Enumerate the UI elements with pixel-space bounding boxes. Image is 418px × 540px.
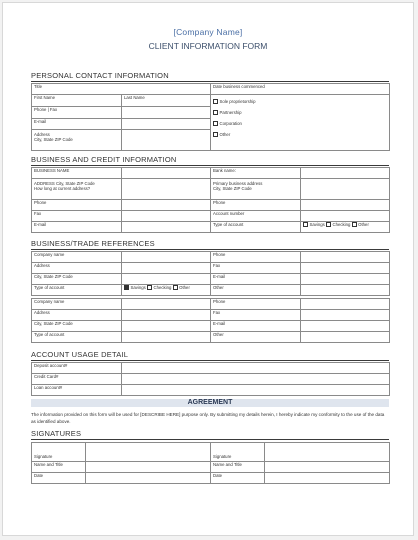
credit-card-value[interactable] xyxy=(122,374,390,385)
option-other[interactable] xyxy=(352,222,369,227)
last-name-label: Last Name xyxy=(124,95,145,100)
checkbox[interactable] xyxy=(213,110,218,115)
ref1-other-field[interactable] xyxy=(211,285,301,296)
checkbox-checked[interactable] xyxy=(124,285,129,290)
option-savings[interactable] xyxy=(124,285,146,290)
company-name: [Company Name] xyxy=(173,27,243,37)
ref1-phone-value[interactable] xyxy=(301,252,390,263)
option-label: Other xyxy=(219,132,231,137)
option-label: Other xyxy=(179,285,190,290)
city-label: City, State ZIP Code xyxy=(34,274,73,279)
agreement-heading: AGREEMENT xyxy=(31,399,389,407)
form-title: CLIENT INFORMATION FORM xyxy=(148,41,268,51)
ref2-company-value[interactable] xyxy=(122,299,211,310)
section-references-heading: BUSINESS/TRADE REFERENCES xyxy=(31,239,155,248)
phone-label: Phone xyxy=(213,252,226,257)
agreement-text: The information provided on this form will be used for [DESCRIBE HERE] purpose only. By submitting my details herein, I hereby indicate my conformity to the use of the data as identified above. xyxy=(31,412,385,424)
address-label: Address xyxy=(34,263,50,268)
deposit-account-value[interactable] xyxy=(122,363,390,374)
how-long-label: How long at current address? xyxy=(34,186,91,191)
email-label: E-mail xyxy=(34,119,47,124)
date-value-left[interactable] xyxy=(86,473,211,484)
other-label: Other xyxy=(213,285,224,290)
bank-name-label: Bank name: xyxy=(213,168,236,173)
phone-label: Phone xyxy=(34,200,47,205)
business-name-field[interactable] xyxy=(32,168,122,179)
option-savings[interactable] xyxy=(303,222,325,227)
section-rule xyxy=(31,249,389,250)
section-usage-heading: ACCOUNT USAGE DETAIL xyxy=(31,350,129,359)
business-type-options xyxy=(211,95,390,151)
checkbox[interactable] xyxy=(303,222,308,227)
address-label: Address xyxy=(34,132,50,137)
date-commenced-field[interactable] xyxy=(211,84,390,95)
bank-phone-value[interactable] xyxy=(301,200,390,211)
ref2-fax-value[interactable] xyxy=(301,310,390,321)
primary-city-label: City, State ZIP Code xyxy=(213,186,252,191)
company-name-label: Company name xyxy=(34,299,65,304)
ref2-type-value[interactable] xyxy=(122,332,211,343)
ref2-fax-field[interactable] xyxy=(211,310,301,321)
section-rule xyxy=(31,439,389,440)
ref2-address-value[interactable] xyxy=(122,310,211,321)
title-label: Title xyxy=(34,84,42,89)
ref1-city-value[interactable] xyxy=(122,274,211,285)
section-rule xyxy=(31,81,389,82)
account-type-options xyxy=(301,222,390,233)
ref1-company-field[interactable] xyxy=(32,252,122,263)
name-title-label: Name and Title xyxy=(213,462,242,467)
credit-card-label: Credit Card# xyxy=(34,374,59,379)
business-phone-field[interactable] xyxy=(32,200,122,211)
references-table xyxy=(31,251,390,343)
ref2-city-value[interactable] xyxy=(122,321,211,332)
ref1-fax-value[interactable] xyxy=(301,263,390,274)
signature-field-right[interactable] xyxy=(211,443,265,462)
deposit-account-label: Deposit account# xyxy=(34,363,68,368)
business-fax-value[interactable] xyxy=(122,211,211,222)
first-name-field[interactable] xyxy=(32,95,122,107)
email-label: E-mail xyxy=(34,222,47,227)
bank-name-field[interactable] xyxy=(211,168,301,179)
form-page xyxy=(2,2,414,536)
option-corporation[interactable] xyxy=(213,118,387,129)
phone-fax-label: Phone | Fax xyxy=(34,107,58,112)
date-field-left[interactable] xyxy=(32,473,86,484)
signature-field-left[interactable] xyxy=(32,443,86,462)
title-field[interactable] xyxy=(32,84,211,95)
type-of-account-label: Type of account xyxy=(213,222,244,227)
phone-fax-value[interactable] xyxy=(122,107,211,119)
option-other[interactable] xyxy=(213,129,387,140)
ref1-fax-field[interactable] xyxy=(211,263,301,274)
option-label: Savings xyxy=(309,222,325,227)
email-value[interactable] xyxy=(122,119,211,130)
company-name-label: Company name xyxy=(34,252,65,257)
ref2-address-field[interactable] xyxy=(32,310,122,321)
address-label: Address xyxy=(34,310,50,315)
option-label: Sole proprietorship xyxy=(219,99,256,104)
option-label: Checking xyxy=(332,222,351,227)
section-rule xyxy=(31,165,389,166)
email-label: E-mail xyxy=(213,274,226,279)
ref2-other-field[interactable] xyxy=(211,332,301,343)
ref2-city-field[interactable] xyxy=(32,321,122,332)
checkbox[interactable] xyxy=(173,285,178,290)
city-label: City, State ZIP Code xyxy=(34,321,73,326)
primary-address-value[interactable] xyxy=(301,179,390,200)
ref2-email-field[interactable] xyxy=(211,321,301,332)
ref2-phone-field[interactable] xyxy=(211,299,301,310)
email-label: E-mail xyxy=(213,321,226,326)
type-of-account-label: Type of account xyxy=(34,285,65,290)
fax-label: Fax xyxy=(213,310,221,315)
option-partnership[interactable] xyxy=(213,107,387,118)
first-name-label: First Name xyxy=(34,95,56,100)
email-field[interactable] xyxy=(32,119,122,130)
ref1-type-field[interactable] xyxy=(32,285,122,296)
ref2-phone-value[interactable] xyxy=(301,299,390,310)
account-usage-table xyxy=(31,362,390,396)
business-name-value[interactable] xyxy=(122,168,211,179)
option-checking[interactable] xyxy=(147,285,171,290)
checkbox[interactable] xyxy=(213,132,218,137)
option-label: Savings xyxy=(130,285,146,290)
bank-phone-field[interactable] xyxy=(211,200,301,211)
business-address-value[interactable] xyxy=(122,179,211,200)
phone-fax-field[interactable] xyxy=(32,107,122,119)
signatures-table xyxy=(31,442,390,484)
name-title-value-left[interactable] xyxy=(86,462,211,473)
option-label: Partnership xyxy=(219,110,242,115)
ref1-other-value[interactable] xyxy=(301,285,390,296)
section-personal-heading: PERSONAL CONTACT INFORMATION xyxy=(31,71,169,80)
option-checking[interactable] xyxy=(326,222,350,227)
ref1-email-field[interactable] xyxy=(211,274,301,285)
checkbox[interactable] xyxy=(213,99,218,104)
account-number-field[interactable] xyxy=(211,211,301,222)
checkbox[interactable] xyxy=(147,285,152,290)
personal-contact-table xyxy=(31,83,390,151)
name-title-value-right[interactable] xyxy=(265,462,390,473)
ref2-email-value[interactable] xyxy=(301,321,390,332)
business-credit-table xyxy=(31,167,390,233)
address-city-label: ADDRESS City, State ZIP Code xyxy=(34,181,95,186)
last-name-field[interactable] xyxy=(122,95,211,107)
business-phone-value[interactable] xyxy=(122,200,211,211)
address-value[interactable] xyxy=(122,130,211,151)
checkbox[interactable] xyxy=(352,222,357,227)
date-field-right[interactable] xyxy=(211,473,265,484)
ref2-company-field[interactable] xyxy=(32,299,122,310)
ref1-city-field[interactable] xyxy=(32,274,122,285)
section-signatures-heading: SIGNATURES xyxy=(31,429,82,438)
section-business-heading: BUSINESS AND CREDIT INFORMATION xyxy=(31,155,177,164)
signature-value-left[interactable] xyxy=(86,443,211,462)
option-sole-proprietorship[interactable] xyxy=(213,96,387,107)
option-label: Other xyxy=(358,222,369,227)
credit-card-field[interactable] xyxy=(32,374,122,385)
business-name-label: BUSINESS NAME xyxy=(34,168,70,173)
primary-address-field[interactable] xyxy=(211,179,301,200)
date-label: Date xyxy=(213,473,223,478)
name-title-label: Name and Title xyxy=(34,462,63,467)
city-label: City, State ZIP Code xyxy=(34,137,73,142)
business-email-field[interactable] xyxy=(32,222,122,233)
ref1-email-value[interactable] xyxy=(301,274,390,285)
phone-label: Phone xyxy=(213,200,226,205)
signature-value-right[interactable] xyxy=(265,443,390,462)
ref1-company-value[interactable] xyxy=(122,252,211,263)
checkbox[interactable] xyxy=(213,121,218,126)
ref1-type-options xyxy=(122,285,211,296)
loan-account-label: Loan account# xyxy=(34,385,63,390)
loan-account-field[interactable] xyxy=(32,385,122,396)
fax-label: Fax xyxy=(213,263,221,268)
business-fax-field[interactable] xyxy=(32,211,122,222)
account-number-label: Account number xyxy=(213,211,245,216)
date-label: Date xyxy=(34,473,44,478)
option-label: Checking xyxy=(153,285,172,290)
deposit-account-field[interactable] xyxy=(32,363,122,374)
business-address-field[interactable] xyxy=(32,179,122,200)
business-email-value[interactable] xyxy=(122,222,211,233)
bank-name-value[interactable] xyxy=(301,168,390,179)
phone-label: Phone xyxy=(213,299,226,304)
address-field[interactable] xyxy=(32,130,122,151)
fax-label: Fax xyxy=(34,211,42,216)
account-number-value[interactable] xyxy=(301,211,390,222)
signature-label: Signature xyxy=(34,454,53,459)
name-title-field-right[interactable] xyxy=(211,462,265,473)
ref2-other-value[interactable] xyxy=(301,332,390,343)
date-value-right[interactable] xyxy=(265,473,390,484)
other-label: Other xyxy=(213,332,224,337)
type-of-account-label: Type of account xyxy=(34,332,65,337)
name-title-field-left[interactable] xyxy=(32,462,86,473)
option-other[interactable] xyxy=(173,285,190,290)
primary-address-label: Primary business address xyxy=(213,181,263,186)
ref2-type-field[interactable] xyxy=(32,332,122,343)
ref1-address-field[interactable] xyxy=(32,263,122,274)
ref1-address-value[interactable] xyxy=(122,263,211,274)
loan-account-value[interactable] xyxy=(122,385,390,396)
date-commenced-label: Date business commenced xyxy=(213,84,265,89)
option-label: Corporation xyxy=(219,121,242,126)
section-rule xyxy=(31,360,389,361)
signature-label: Signature xyxy=(213,454,232,459)
ref1-phone-field[interactable] xyxy=(211,252,301,263)
checkbox[interactable] xyxy=(326,222,331,227)
account-type-field[interactable] xyxy=(211,222,301,233)
